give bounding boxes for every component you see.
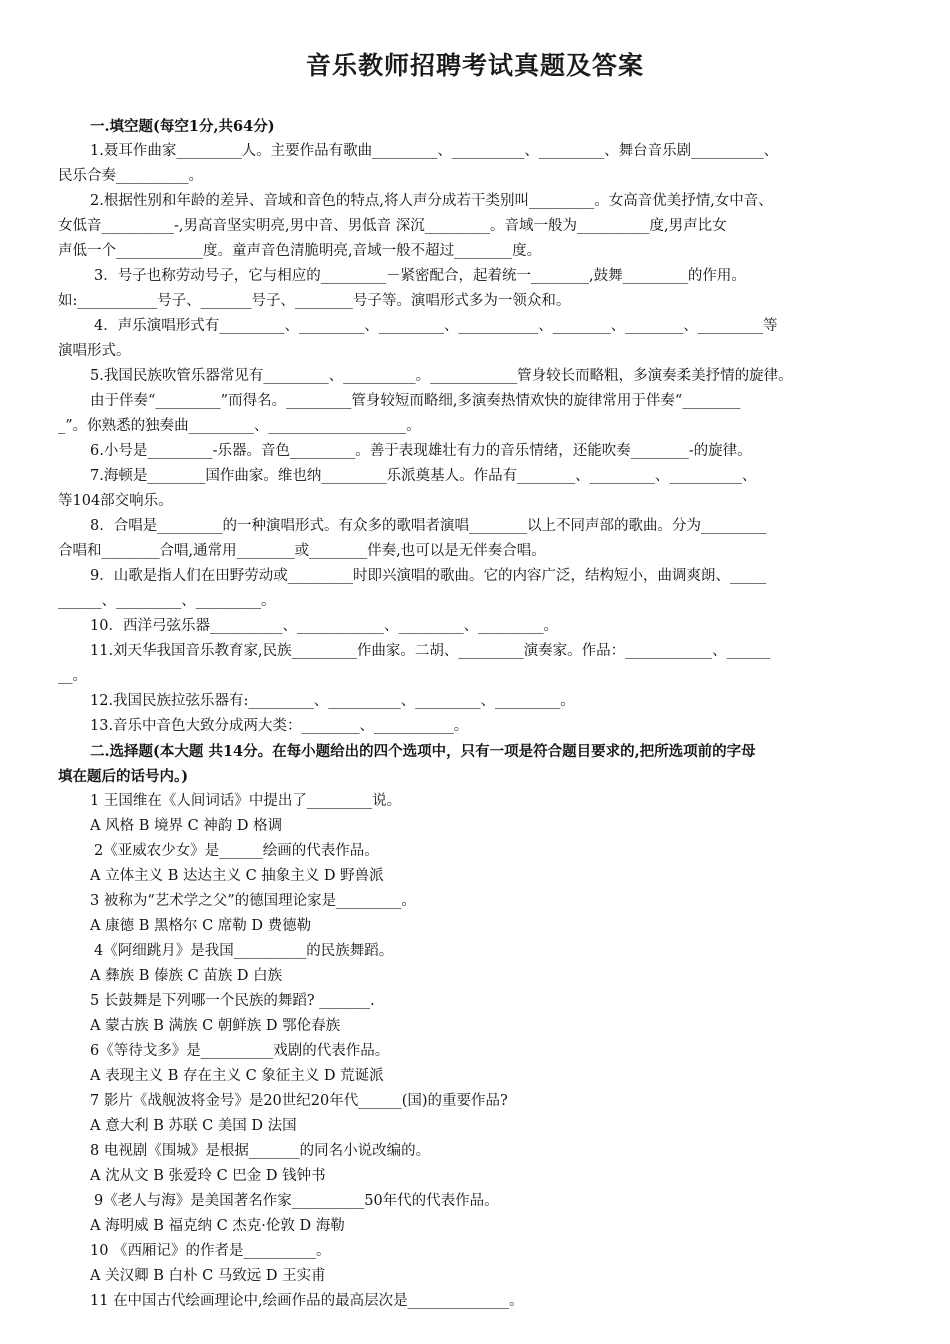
page-title: 音乐教师招聘考试真题及答案 (305, 51, 644, 80)
text-line: 1.聂耳作曲家_________人。主要作品有歌曲_________、__________、_________、舞台音乐剧__________、 (90, 143, 779, 159)
option-line: A 沈从文 B 张爱玲 C 巴金 D 钱钟书 (90, 1168, 326, 1184)
text-line: 2.根据性别和年龄的差异、音域和音色的特点,将人声分成若干类别叫_________。女高音优美抒情,女中音、 (90, 193, 773, 209)
question-line: 7 影片《战舰波将金号》是20世纪20年代______(国)的重要作品? (90, 1093, 508, 1109)
section-heading: 一.填空题(每空1分,共64分) (90, 118, 275, 135)
text-line: 合唱和________合唱,通常用________或________伴奏,也可以是无伴奏合唱。 (58, 543, 546, 559)
question-line: 6《等待戈多》是__________戏剧的代表作品。 (90, 1043, 390, 1059)
text-line: 等104部交响乐。 (58, 493, 173, 509)
question-line: 10 《西厢记》的作者是__________。 (90, 1243, 331, 1259)
text-line: 8．合唱是_________的一种演唱形式。有众多的歌唱者演唱________以上不同声部的歌曲。分为_________ (90, 518, 767, 534)
text-line: 5.我国民族吹管乐器常见有_________、__________。____________管身较长而略粗，多演奏柔美抒情的旋律。 (90, 368, 793, 384)
text-line: 声低一个____________度。童声音色清脆明亮,音域一般不超过________度。 (58, 243, 542, 259)
option-line: A 立体主义 B 达达主义 C 抽象主义 D 野兽派 (90, 868, 384, 884)
question-line: 4《阿细跳月》是我国__________的民族舞蹈。 (94, 943, 394, 959)
question-line: 2《亚威农少女》是______绘画的代表作品。 (94, 843, 379, 859)
text-line: 10．西洋弓弦乐器__________、____________、_________、_________。 (90, 618, 558, 634)
text-line: 7.海顿是________国作曲家。维也纳_________乐派奠基人。作品有________、_________、__________、 (90, 468, 757, 484)
text-line: 女低音__________-,男高音坚实明亮,男中音、男低音 深沉_________。音域一般为__________度,男声比女 (58, 218, 727, 234)
question-line: 1 王国维在《人间词话》中提出了_________说。 (90, 793, 402, 809)
option-line: A 康德 B 黑格尔 C 席勒 D 费德勒 (90, 918, 312, 934)
text-line: 演唱形式。 (58, 343, 131, 359)
option-line: A 表现主义 B 存在主义 C 象征主义 D 荒诞派 (90, 1068, 384, 1084)
option-line: A 关汉卿 B 白朴 C 马致远 D 王实甫 (90, 1268, 326, 1284)
text-line: 12.我国民族拉弦乐器有:_________、__________、_________、_________。 (90, 693, 575, 709)
section-heading: 填在题后的话号内。) (58, 768, 189, 785)
question-line: 9《老人与海》是美国著名作家__________50年代的代表作品。 (94, 1193, 499, 1209)
option-line: A 海明威 B 福克纳 C 杰克·伦敦 D 海勒 (90, 1218, 345, 1234)
text-line: 3．号子也称劳动号子，它与相应的_________－紧密配合，起着统一________,鼓舞_________的作用。 (94, 268, 746, 284)
text-line: 11.刘天华我国音乐教育家,民族_________作曲家。二胡、_________演奏家。作品：____________、______ (90, 643, 771, 659)
text-line: 民乐合奏__________。 (58, 168, 203, 184)
option-line: A 蒙古族 B 满族 C 朝鲜族 D 鄂伦春族 (90, 1018, 341, 1034)
text-line: 9．山歌是指人们在田野劳动或_________时即兴演唱的歌曲。它的内容广泛，结构短小，曲调爽朗、_____ (90, 568, 767, 584)
question-line: 11 在中国古代绘画理论中,绘画作品的最高层次是______________。 (90, 1293, 524, 1309)
text-line: 4．声乐演唱形式有_________、_________、_________、___________、________、________、_________等 (94, 318, 778, 334)
text-line: 由于伴奏“_________”而得名。_________管身较短而略细,多演奏热情欢快的旋律常用于伴奏“________ (90, 393, 741, 409)
section-heading: 二.选择题(本大题 共14分。在每小题给出的四个选项中，只有一项是符合题目要求的,把所选项前的字母 (90, 743, 756, 760)
question-line: 8 电视剧《围城》是根据_______的同名小说改编的。 (90, 1143, 431, 1159)
option-line: A 风格 B 境界 C 神韵 D 格调 (90, 818, 283, 834)
text-line: __。 (58, 668, 87, 684)
text-line: 如:___________号子、_______号子、________号子等。演唱形式多为一领众和。 (58, 293, 571, 309)
option-line: A 意大利 B 苏联 C 美国 D 法国 (90, 1118, 297, 1134)
text-line: ______、_________、_________。 (58, 593, 276, 609)
text-line: 13.音乐中音色大致分成两大类：________、___________。 (90, 718, 469, 734)
exam-content (58, 114, 892, 1314)
text-line: _”。你熟悉的独奏曲_________、___________________。 (58, 418, 421, 434)
question-line: 5 长鼓舞是下列哪一个民族的舞蹈? _______. (90, 993, 375, 1009)
option-line: A 彝族 B 傣族 C 苗族 D 白族 (90, 968, 283, 984)
question-line: 3 被称为“艺术学之父”的德国理论家是_________。 (90, 893, 416, 909)
text-line: 6.小号是_________-乐器。音色_________。善于表现雄壮有力的音乐情绪，还能吹奏________-的旋律。 (90, 443, 752, 459)
